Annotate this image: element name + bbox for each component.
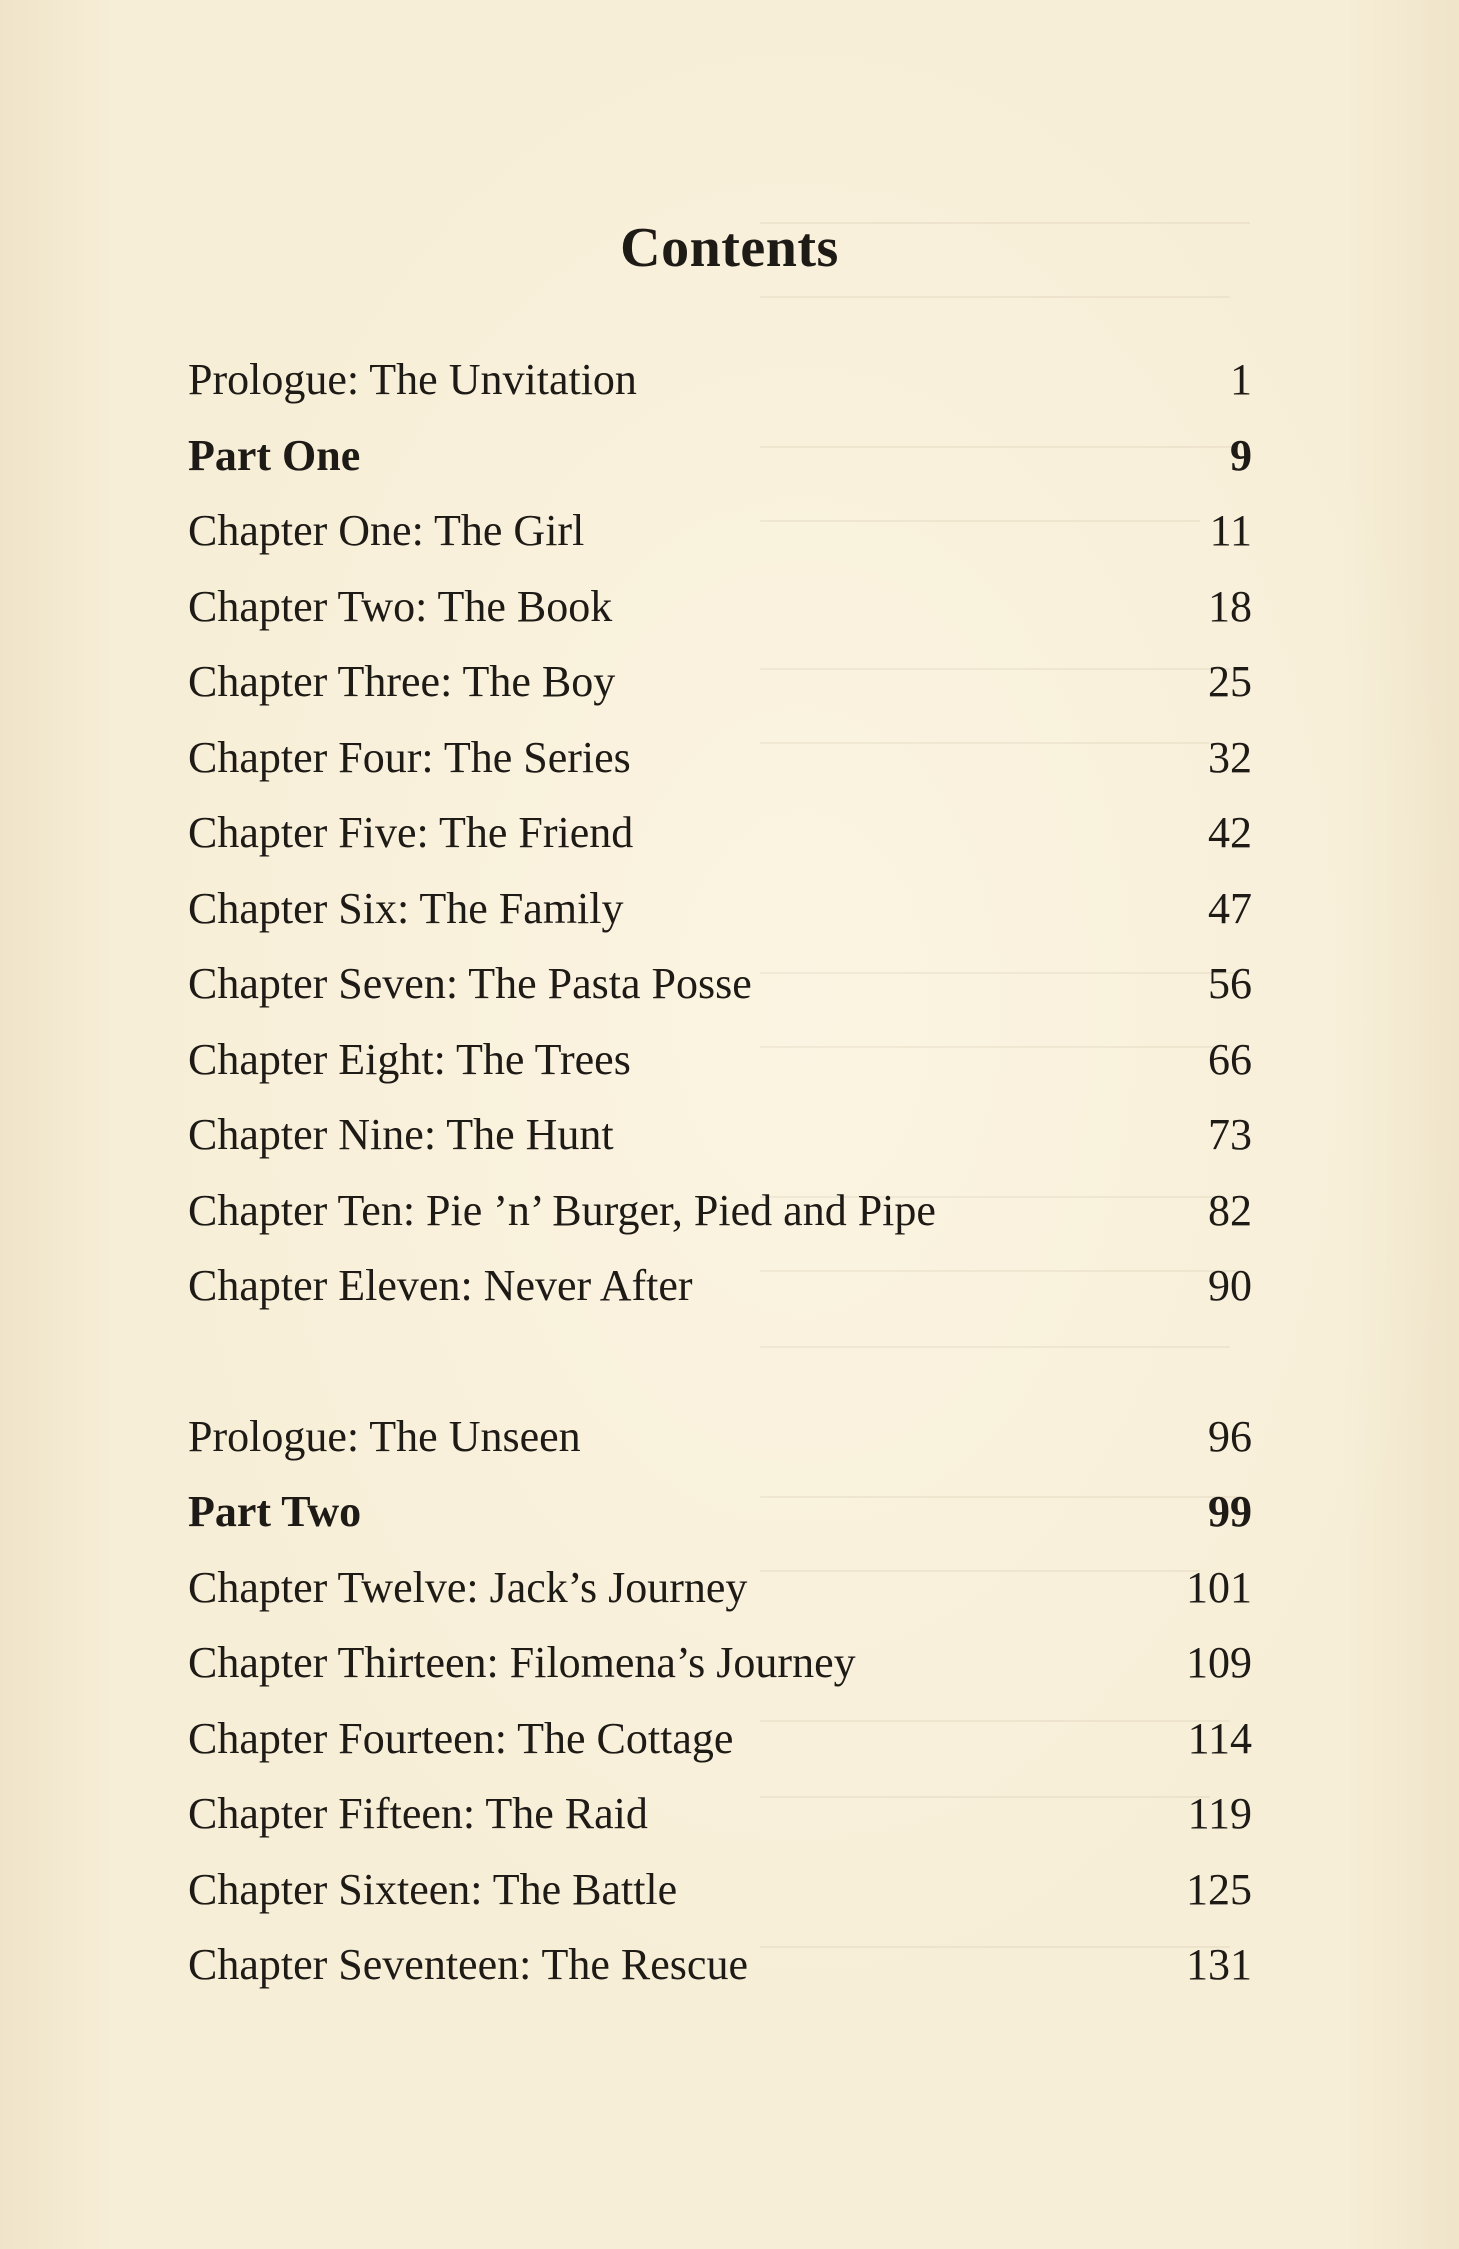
- toc-entry-page: 82: [1208, 1185, 1252, 1235]
- toc-entry-title: Chapter Eight: The Trees: [188, 1034, 631, 1084]
- toc-entry: [188, 1173, 1252, 1249]
- toc-part-heading: [188, 418, 1252, 494]
- toc-entry: [188, 644, 1252, 720]
- toc-entry-title: Chapter Two: The Book: [188, 581, 613, 631]
- toc-entry-title: Chapter Four: The Series: [188, 732, 631, 782]
- toc-entry-page: 32: [1208, 732, 1252, 782]
- toc-entry-page: 125: [1186, 1864, 1252, 1914]
- toc-entry: [188, 493, 1252, 569]
- toc-entry-title: Chapter Sixteen: The Battle: [188, 1864, 678, 1914]
- toc-entry-page: 96: [1208, 1411, 1252, 1461]
- toc-entry-page: 73: [1208, 1110, 1252, 1159]
- toc-entry-title: Chapter Three: The Boy: [188, 657, 616, 706]
- toc-entry-page: 131: [1186, 1940, 1252, 1989]
- toc-entry-title: Chapter Eleven: Never After: [188, 1261, 693, 1310]
- toc-entry-page: 11: [1209, 506, 1252, 555]
- toc-entry-title: Prologue: The Unvitation: [188, 355, 637, 404]
- toc-entry-page: 101: [1186, 1562, 1252, 1612]
- toc-entry-title: Chapter Five: The Friend: [188, 808, 634, 857]
- toc-entry-page: 119: [1187, 1789, 1252, 1838]
- toc-entry-title: Chapter Thirteen: Filomena’s Journey: [188, 1638, 856, 1687]
- toc-entry-title: Chapter Twelve: Jack’s Journey: [188, 1562, 748, 1612]
- toc-entry: [188, 1776, 1252, 1852]
- toc-entry: [188, 1550, 1252, 1626]
- toc-entry-title: Chapter Fifteen: The Raid: [188, 1789, 648, 1838]
- toc-entry-title: Part One: [188, 430, 361, 480]
- toc-entry-page: 66: [1208, 1034, 1252, 1084]
- toc-entry-page: 42: [1208, 808, 1252, 857]
- toc-entry-title: Part Two: [188, 1487, 362, 1536]
- toc-entry-page: 90: [1208, 1261, 1252, 1310]
- toc-entry-title: Chapter One: The Girl: [188, 506, 585, 555]
- toc-entry-title: Chapter Ten: Pie ’n’ Burger, Pied and Pipe: [188, 1185, 936, 1235]
- toc-entry: [188, 871, 1252, 947]
- page-title: Contents: [620, 216, 839, 279]
- toc-entry: [188, 1927, 1252, 2003]
- toc-entry-title: Chapter Six: The Family: [188, 883, 624, 933]
- toc-entry-page: 99: [1208, 1487, 1252, 1536]
- toc-entry-page: 47: [1208, 883, 1252, 933]
- toc-entry-title: Chapter Fourteen: The Cottage: [188, 1713, 734, 1763]
- toc-part-heading: [188, 1474, 1252, 1550]
- show-through-line: [760, 296, 1230, 298]
- toc-entry: [188, 1022, 1252, 1098]
- toc-entry-title: Chapter Seventeen: The Rescue: [188, 1940, 748, 1989]
- toc-entry: [188, 1399, 1252, 1475]
- toc-entry: [188, 1852, 1252, 1928]
- toc-entry-page: 109: [1186, 1638, 1252, 1687]
- toc-entry: [188, 720, 1252, 796]
- toc-entry: [188, 342, 1252, 418]
- toc-entry: [188, 1248, 1252, 1324]
- toc-entry: [188, 1097, 1252, 1173]
- toc-entry-page: 1: [1230, 355, 1252, 404]
- toc-entry: [188, 1701, 1252, 1777]
- toc-entry-title: Prologue: The Unseen: [188, 1411, 581, 1461]
- toc-entry: [188, 569, 1252, 645]
- toc-entry-page: 25: [1208, 657, 1252, 706]
- table-of-contents: [188, 342, 1252, 2003]
- toc-entry: [188, 1625, 1252, 1701]
- toc-entry: [188, 946, 1252, 1022]
- toc-entry-page: 9: [1230, 430, 1252, 480]
- toc-entry-title: Chapter Seven: The Pasta Posse: [188, 959, 752, 1008]
- toc-entry-page: 56: [1208, 959, 1252, 1008]
- toc-entry: [188, 795, 1252, 871]
- toc-entry-page: 18: [1208, 581, 1252, 631]
- toc-entry-page: 114: [1187, 1713, 1252, 1763]
- toc-entry-title: Chapter Nine: The Hunt: [188, 1110, 614, 1159]
